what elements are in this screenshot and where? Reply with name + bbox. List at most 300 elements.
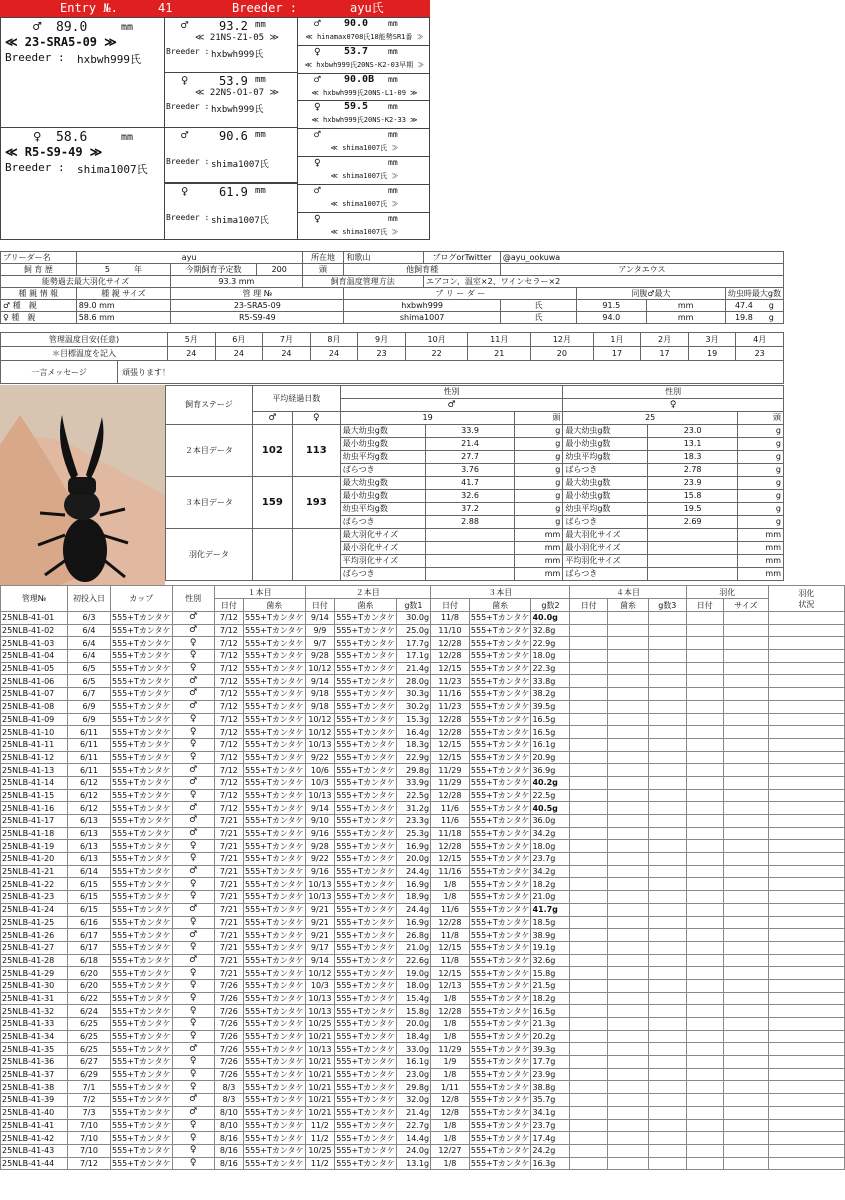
empty-cell xyxy=(768,751,844,764)
cup: 555+Tカンタケ xyxy=(111,803,171,813)
sex: ♂ xyxy=(172,764,214,777)
cup: 555+Tカンタケ xyxy=(111,1108,171,1118)
empty-cell xyxy=(649,662,686,675)
col-b2-fungus: 菌糸 xyxy=(335,599,397,612)
cup: 555+Tカンタケ xyxy=(111,867,171,877)
empty-cell xyxy=(686,891,723,904)
col-b4-date: 日付 xyxy=(570,599,607,612)
b2-fungus: 555+Tカンタケ xyxy=(336,1146,395,1156)
female-count-unit: 頭 xyxy=(738,412,784,425)
cup: 555+Tカンタケ xyxy=(111,651,171,661)
empty-cell xyxy=(649,700,686,713)
male-sym: ♂ xyxy=(33,19,42,35)
start-date: 7/3 xyxy=(67,1106,110,1119)
empty-cell xyxy=(724,1068,769,1081)
start-date: 6/9 xyxy=(67,700,110,713)
ggp-sym: ♂ xyxy=(314,72,321,86)
b1-date: 7/12 xyxy=(214,726,243,739)
col-id: 管理№ xyxy=(1,586,68,612)
b1-fungus: 555+Tカンタケ xyxy=(245,765,304,775)
b2-fungus: 555+Tカンタケ xyxy=(336,1032,395,1042)
b1-fungus: 555+Tカンタケ xyxy=(245,1158,304,1168)
sex: ♀ xyxy=(172,713,214,726)
sex: ♀ xyxy=(172,941,214,954)
b2-date: 10/21 xyxy=(305,1030,335,1043)
b1-fungus: 555+Tカンタケ xyxy=(245,1019,304,1029)
female-metric-label: 幼虫平均g数 xyxy=(563,451,648,464)
sex: ♀ xyxy=(172,650,214,663)
empty-cell xyxy=(724,840,769,853)
b2-fungus: 555+Tカンタケ xyxy=(336,765,395,775)
start-date: 6/29 xyxy=(67,1068,110,1081)
b2-fungus: 555+Tカンタケ xyxy=(336,1057,395,1067)
parent-header-larva: 幼虫時最大g数 xyxy=(725,288,783,300)
col-start: 初投入日 xyxy=(67,586,110,612)
male-metric-label: 最小羽化サイズ xyxy=(340,542,425,555)
cup: 555+Tカンタケ xyxy=(111,892,171,902)
table-row xyxy=(1,612,845,625)
b1-date: 8/3 xyxy=(214,1094,243,1107)
empty-cell xyxy=(649,1119,686,1132)
male-metric-value xyxy=(425,555,515,568)
empty-cell xyxy=(768,1030,844,1043)
b3-weight: 20.2g xyxy=(531,1030,570,1043)
ggp-id: ≪ hxbwh999氏20NS-L1-09 ≫ xyxy=(311,88,418,97)
empty-cell xyxy=(724,1005,769,1018)
b3-weight: 34.2g xyxy=(531,827,570,840)
history-years: 5 年 xyxy=(76,264,170,276)
cup: 555+Tカンタケ xyxy=(111,752,171,762)
parent-max: 91.5 xyxy=(577,300,646,312)
male-metric-value: 2.88 xyxy=(425,516,515,529)
grandparent-breeder-label: Breeder : xyxy=(166,213,210,222)
b2-weight: 15.4g xyxy=(396,992,430,1005)
b2-weight: 32.0g xyxy=(396,1094,430,1107)
empty-cell xyxy=(768,967,844,980)
sex: ♂ xyxy=(172,688,214,701)
empty-cell xyxy=(607,1144,648,1157)
b1-date: 7/21 xyxy=(214,929,243,942)
b3-weight: 18.2g xyxy=(531,992,570,1005)
b2-weight: 22.7g xyxy=(396,1119,430,1132)
start-date: 6/11 xyxy=(67,738,110,751)
start-date: 6/16 xyxy=(67,916,110,929)
b2-date: 10/12 xyxy=(305,713,335,726)
table-row xyxy=(1,1018,845,1031)
empty-cell xyxy=(570,624,607,637)
sex: ♂ xyxy=(172,1094,214,1107)
empty-cell xyxy=(686,662,723,675)
b3-weight: 16.5g xyxy=(531,726,570,739)
male-metric-unit: mm xyxy=(515,568,563,581)
sex: ♀ xyxy=(172,1030,214,1043)
b2-weight: 18.3g xyxy=(396,738,430,751)
b2-weight: 17.1g xyxy=(396,650,430,663)
male-metric-unit: g xyxy=(515,438,563,451)
b2-fungus: 555+Tカンタケ xyxy=(336,905,395,915)
b3-fungus: 555+Tカンタケ xyxy=(470,651,530,661)
table-row xyxy=(1,1106,845,1119)
empty-cell xyxy=(570,802,607,815)
cup: 555+Tカンタケ xyxy=(111,638,171,648)
b1-fungus: 555+Tカンタケ xyxy=(245,1133,304,1143)
larva-id: 25NLB-41-44 xyxy=(1,1157,68,1170)
empty-cell xyxy=(649,713,686,726)
empty-cell xyxy=(768,1043,844,1056)
b2-date: 9/18 xyxy=(305,688,335,701)
empty-cell xyxy=(607,1068,648,1081)
female-metric-value xyxy=(648,529,738,542)
cup: 555+Tカンタケ xyxy=(111,841,171,851)
larva-id: 25NLB-41-10 xyxy=(1,726,68,739)
empty-cell xyxy=(570,878,607,891)
stage-row xyxy=(166,477,784,490)
b1-date: 7/26 xyxy=(214,1068,243,1081)
empty-cell xyxy=(649,764,686,777)
sex: ♀ xyxy=(172,1119,214,1132)
b2-date: 10/3 xyxy=(305,776,335,789)
empty-cell xyxy=(570,713,607,726)
b3-date: 11/23 xyxy=(431,675,470,688)
stage-male-days: 102 xyxy=(252,425,292,477)
start-date: 6/22 xyxy=(67,992,110,1005)
cup: 555+Tカンタケ xyxy=(111,917,171,927)
start-date: 7/10 xyxy=(67,1119,110,1132)
month-cell: 2月 xyxy=(641,333,689,347)
empty-cell xyxy=(768,650,844,663)
b3-weight: 34.1g xyxy=(531,1106,570,1119)
col-b3-date: 日付 xyxy=(431,599,470,612)
empty-cell xyxy=(649,624,686,637)
larva-id: 25NLB-41-12 xyxy=(1,751,68,764)
sex: ♀ xyxy=(172,1081,214,1094)
b1-fungus: 555+Tカンタケ xyxy=(245,1006,304,1016)
parent-header-id: 管 理 № xyxy=(171,288,344,300)
empty-cell xyxy=(607,624,648,637)
table-row xyxy=(1,815,845,828)
female-metric-unit: mm xyxy=(738,555,784,568)
larva-id: 25NLB-41-15 xyxy=(1,789,68,802)
empty-cell xyxy=(724,954,769,967)
start-date: 7/10 xyxy=(67,1144,110,1157)
larva-id: 25NLB-41-40 xyxy=(1,1106,68,1119)
b3-fungus: 555+Tカンタケ xyxy=(470,1108,530,1118)
sex: ♀ xyxy=(172,840,214,853)
col-b4-fungus: 菌糸 xyxy=(607,599,648,612)
col-b1-fungus: 菌糸 xyxy=(244,599,306,612)
table-row xyxy=(1,776,845,789)
grandparent-cell xyxy=(164,183,298,240)
empty-cell xyxy=(570,751,607,764)
b2-date: 10/21 xyxy=(305,1081,335,1094)
cup: 555+Tカンタケ xyxy=(111,1032,171,1042)
b3-date: 11/6 xyxy=(431,903,470,916)
grandparent-unit: mm xyxy=(255,20,266,30)
empty-cell xyxy=(649,865,686,878)
blog-label: ブログorTwitter xyxy=(423,252,500,264)
b2-fungus: 555+Tカンタケ xyxy=(336,1158,395,1168)
b3-weight: 38.8g xyxy=(531,1081,570,1094)
grandparent-unit: mm xyxy=(255,75,266,85)
b3-fungus: 555+Tカンタケ xyxy=(470,1120,530,1130)
b3-weight: 34.2g xyxy=(531,865,570,878)
empty-cell xyxy=(649,612,686,625)
table-row xyxy=(1,738,845,751)
male-metric-label: 最小幼虫g数 xyxy=(340,490,425,503)
start-date: 6/17 xyxy=(67,941,110,954)
great-grandparent-cell xyxy=(297,17,430,46)
b3-date: 12/13 xyxy=(431,979,470,992)
empty-cell xyxy=(570,1157,607,1170)
empty-cell xyxy=(768,624,844,637)
empty-cell xyxy=(607,903,648,916)
larva-id: 25NLB-41-02 xyxy=(1,624,68,637)
b3-date: 11/8 xyxy=(431,929,470,942)
empty-cell xyxy=(649,916,686,929)
col-b4-g: g数3 xyxy=(649,599,686,612)
empty-cell xyxy=(768,992,844,1005)
b2-fungus: 555+Tカンタケ xyxy=(336,613,395,623)
b2-fungus: 555+Tカンタケ xyxy=(336,740,395,750)
b1-fungus: 555+Tカンタケ xyxy=(245,714,304,724)
empty-cell xyxy=(649,827,686,840)
table-row xyxy=(1,865,845,878)
start-date: 6/15 xyxy=(67,903,110,916)
b3-weight: 20.9g xyxy=(531,751,570,764)
empty-cell xyxy=(570,650,607,663)
empty-cell xyxy=(607,865,648,878)
larva-id: 25NLB-41-07 xyxy=(1,688,68,701)
entry-breeder-label: Breeder : xyxy=(232,1,298,15)
start-date: 6/5 xyxy=(67,675,110,688)
b1-date: 7/21 xyxy=(214,941,243,954)
b2-weight: 30.2g xyxy=(396,700,430,713)
b2-date: 9/28 xyxy=(305,650,335,663)
b3-date: 11/6 xyxy=(431,815,470,828)
b3-fungus: 555+Tカンタケ xyxy=(470,854,530,864)
start-date: 6/13 xyxy=(67,815,110,828)
empty-cell xyxy=(768,612,844,625)
ggp-unit: mm xyxy=(388,213,398,223)
ggp-sym: ♀ xyxy=(314,44,321,58)
b2-weight: 26.8g xyxy=(396,929,430,942)
empty-cell xyxy=(686,776,723,789)
female-metric-value: 23.9 xyxy=(648,477,738,490)
b2-date: 9/14 xyxy=(305,612,335,625)
male-metric-label: 平均羽化サイズ xyxy=(340,555,425,568)
start-date: 6/20 xyxy=(67,967,110,980)
b1-date: 7/26 xyxy=(214,1043,243,1056)
larva-id: 25NLB-41-22 xyxy=(1,878,68,891)
entry-number: 41 xyxy=(158,1,173,15)
b1-date: 7/21 xyxy=(214,827,243,840)
col-bottle3: ３本目 xyxy=(431,586,570,599)
b1-date: 7/26 xyxy=(214,1056,243,1069)
beetle-photo xyxy=(0,385,165,585)
empty-cell xyxy=(768,726,844,739)
b1-fungus: 555+Tカンタケ xyxy=(245,689,304,699)
b2-weight: 19.0g xyxy=(396,967,430,980)
b3-fungus: 555+Tカンタケ xyxy=(470,1070,530,1080)
b2-fungus: 555+Tカンタケ xyxy=(336,841,395,851)
b1-fungus: 555+Tカンタケ xyxy=(245,829,304,839)
b2-weight: 18.0g xyxy=(396,979,430,992)
b3-fungus: 555+Tカンタケ xyxy=(470,702,530,712)
month-cell: 7月 xyxy=(263,333,311,347)
empty-cell xyxy=(607,1106,648,1119)
parent-size: 58.6 mm xyxy=(76,312,170,324)
b3-fungus: 555+Tカンタケ xyxy=(470,1057,530,1067)
start-date: 6/13 xyxy=(67,853,110,866)
table-row xyxy=(1,840,845,853)
temp-cell: 24 xyxy=(215,347,263,361)
empty-cell xyxy=(724,1144,769,1157)
b3-weight: 23.9g xyxy=(531,1068,570,1081)
empty-cell xyxy=(607,992,648,1005)
empty-cell xyxy=(768,1056,844,1069)
plan: 200 xyxy=(256,264,302,276)
empty-cell xyxy=(607,662,648,675)
empty-cell xyxy=(570,662,607,675)
empty-cell xyxy=(607,815,648,828)
female-metric-label: 最大幼虫g数 xyxy=(563,477,648,490)
b2-weight: 29.8g xyxy=(396,1081,430,1094)
empty-cell xyxy=(649,941,686,954)
b2-weight: 16.9g xyxy=(396,878,430,891)
sex: ♂ xyxy=(172,954,214,967)
cup: 555+Tカンタケ xyxy=(111,714,171,724)
b2-date: 10/13 xyxy=(305,1005,335,1018)
table-row xyxy=(1,637,845,650)
col-b3-fungus: 菌糸 xyxy=(469,599,531,612)
b2-fungus: 555+Tカンタケ xyxy=(336,879,395,889)
sex: ♀ xyxy=(172,891,214,904)
b2-fungus: 555+Tカンタケ xyxy=(336,993,395,1003)
empty-cell xyxy=(686,903,723,916)
b2-fungus: 555+Tカンタケ xyxy=(336,1006,395,1016)
empty-cell xyxy=(724,650,769,663)
b3-weight: 17.7g xyxy=(531,1056,570,1069)
b3-date: 12/28 xyxy=(431,789,470,802)
table-row xyxy=(1,1043,845,1056)
start-date: 6/12 xyxy=(67,802,110,815)
female-metric-unit: g xyxy=(738,438,784,451)
empty-cell xyxy=(724,878,769,891)
empty-cell xyxy=(724,637,769,650)
male-breeder: hxbwh999氏 xyxy=(77,53,141,66)
female-sym-header: ♀ xyxy=(563,399,784,412)
grandparent-id: ≪ 21NS-Z1-05 ≫ xyxy=(195,33,279,43)
sex: ♀ xyxy=(172,979,214,992)
empty-cell xyxy=(686,1144,723,1157)
b2-weight: 14.4g xyxy=(396,1132,430,1145)
b2-fungus: 555+Tカンタケ xyxy=(336,1120,395,1130)
female-metric-value: 18.3 xyxy=(648,451,738,464)
male-metric-label: ばらつき xyxy=(340,568,425,581)
table-row xyxy=(1,713,845,726)
cup: 555+Tカンタケ xyxy=(111,664,171,674)
b2-weight: 16.9g xyxy=(396,840,430,853)
table-row xyxy=(1,1056,845,1069)
larva-id: 25NLB-41-04 xyxy=(1,650,68,663)
b2-fungus: 555+Tカンタケ xyxy=(336,651,395,661)
b1-date: 7/12 xyxy=(214,612,243,625)
b2-date: 9/14 xyxy=(305,954,335,967)
empty-cell xyxy=(724,713,769,726)
month-cell: 8月 xyxy=(310,333,358,347)
b2-weight: 15.3g xyxy=(396,713,430,726)
b3-weight: 18.2g xyxy=(531,878,570,891)
b1-date: 7/21 xyxy=(214,878,243,891)
blog: @ayu_ookuwa xyxy=(500,252,783,264)
parent-max-unit: mm xyxy=(646,300,725,312)
larva-id: 25NLB-41-33 xyxy=(1,1018,68,1031)
b3-fungus: 555+Tカンタケ xyxy=(470,993,530,1003)
sex: ♀ xyxy=(172,662,214,675)
cup: 555+Tカンタケ xyxy=(111,854,171,864)
sex: ♂ xyxy=(172,624,214,637)
empty-cell xyxy=(724,700,769,713)
b1-date: 7/26 xyxy=(214,992,243,1005)
female-metric-label: ばらつき xyxy=(563,516,648,529)
table-row xyxy=(1,878,845,891)
parent-larva-max: 47.4 g xyxy=(725,300,783,312)
b2-date: 10/12 xyxy=(305,662,335,675)
larva-id: 25NLB-41-25 xyxy=(1,916,68,929)
b2-date: 10/13 xyxy=(305,789,335,802)
b3-date: 1/8 xyxy=(431,1119,470,1132)
b2-date: 10/13 xyxy=(305,992,335,1005)
start-date: 6/11 xyxy=(67,751,110,764)
sex: ♀ xyxy=(172,726,214,739)
b1-date: 7/12 xyxy=(214,764,243,777)
cup: 555+Tカンタケ xyxy=(111,1082,171,1092)
empty-cell xyxy=(607,1157,648,1170)
empty-cell xyxy=(724,776,769,789)
temp-guide-label: 管理温度目安(任意) xyxy=(1,333,168,347)
b3-date: 12/28 xyxy=(431,726,470,739)
b1-fungus: 555+Tカンタケ xyxy=(245,1057,304,1067)
empty-cell xyxy=(649,726,686,739)
b2-weight: 30.0g xyxy=(396,612,430,625)
male-metric-unit: g xyxy=(515,451,563,464)
empty-cell xyxy=(686,1005,723,1018)
parent-row-female xyxy=(1,312,784,324)
empty-cell xyxy=(570,789,607,802)
empty-cell xyxy=(607,650,648,663)
empty-cell xyxy=(686,1106,723,1119)
ggp-unit: mm xyxy=(388,102,398,112)
male-metric-unit: g xyxy=(515,425,563,438)
start-date: 6/25 xyxy=(67,1043,110,1056)
empty-cell xyxy=(768,903,844,916)
male-metric-unit: g xyxy=(515,477,563,490)
col-b3-g: g数2 xyxy=(531,599,570,612)
female-id: ≪ R5-S9-49 ≫ xyxy=(5,145,103,159)
b3-fungus: 555+Tカンタケ xyxy=(470,981,530,991)
b2-weight: 29.8g xyxy=(396,764,430,777)
empty-cell xyxy=(768,713,844,726)
b3-weight: 39.5g xyxy=(531,700,570,713)
b2-fungus: 555+Tカンタケ xyxy=(336,981,395,991)
b1-fungus: 555+Tカンタケ xyxy=(245,867,304,877)
b3-date: 1/8 xyxy=(431,891,470,904)
empty-cell xyxy=(570,954,607,967)
b2-date: 10/25 xyxy=(305,1018,335,1031)
b1-fungus: 555+Tカンタケ xyxy=(245,638,304,648)
ggp-sym: ♀ xyxy=(314,156,321,169)
male-metric-value: 27.7 xyxy=(425,451,515,464)
